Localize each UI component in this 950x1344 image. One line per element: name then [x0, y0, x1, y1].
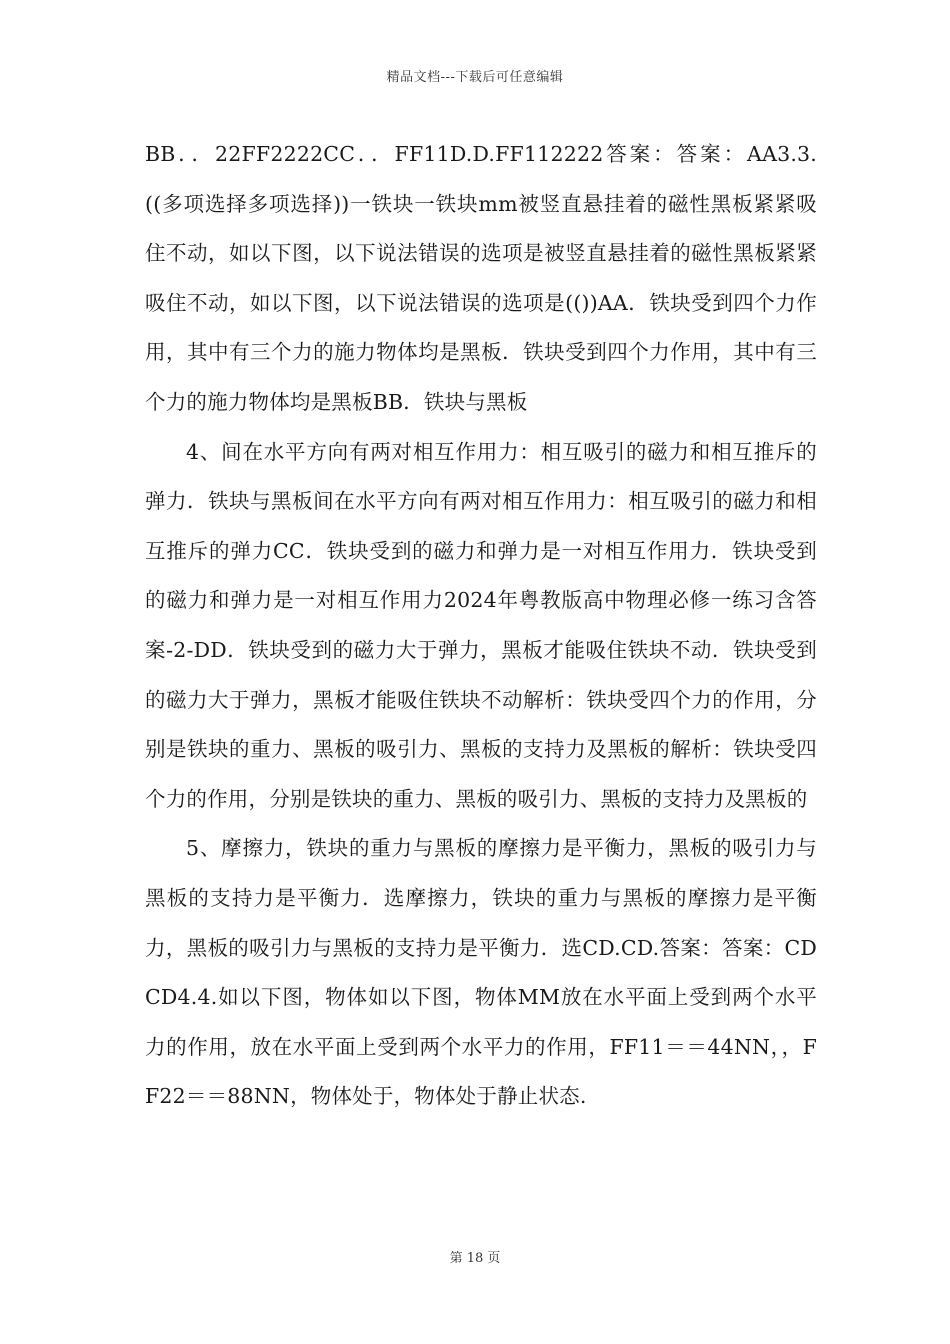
document-body — [145, 130, 817, 1122]
page-number: 第 18 页 — [449, 1251, 501, 1266]
paragraph-2: 4、间在水平方向有两对相互作用力：相互吸引的磁力和相互推斥的弹力．铁块与黑板间在水平方向有两对相互作用力：相互吸引的磁力和相互推斥的弹力CC．铁块受到的磁力和弹力是一对相互作用力．铁块受到的磁力和弹力是一对相互作用力2024年粤教版高中物理必修一练习含答案-2-DD．铁块受到的磁力大于弹力，黑板才能吸住铁块不动．铁块受到的磁力大于弹力，黑板才能吸住铁块不动解析：铁块受四个力的作用，分别是铁块的重力、黑板的吸引力、黑板的支持力及黑板的解析：铁块受四个力的作用，分别是铁块的重力、黑板的吸引力、黑板的支持力及黑板的 — [145, 439, 817, 811]
page-header: 精品文档---下载后可任意编辑 — [386, 70, 564, 85]
paragraph-3: 5、摩擦力，铁块的重力与黑板的摩擦力是平衡力，黑板的吸引力与黑板的支持力是平衡力．选摩擦力，铁块的重力与黑板的摩擦力是平衡力，黑板的吸引力与黑板的支持力是平衡力．选CD.CD.答案：答案：CDCD4.4.如以下图，物体如以下图，物体MM放在水平面上受到两个水平力的作用，放在水平面上受到两个水平力的作用，FF11＝＝44NN，，FF22＝＝88NN，物体处于，物体处于静止状态. — [145, 836, 817, 1109]
paragraph-1: BB．．22FF2222CC．．FF11D.D.FF112222答案：答案：AA3.3.((多项选择多项选择))一铁块一铁块mm被竖直悬挂着的磁性黑板紧紧吸住不动，如以下图，以下说法错误的选项是被竖直悬挂着的磁性黑板紧紧吸住不动，如以下图，以下说法错误的选项是(())AA．铁块受到四个力作用，其中有三个力的施力物体均是黑板．铁块受到四个力作用，其中有三个力的施力物体均是黑板BB．铁块与黑板 — [145, 142, 817, 414]
